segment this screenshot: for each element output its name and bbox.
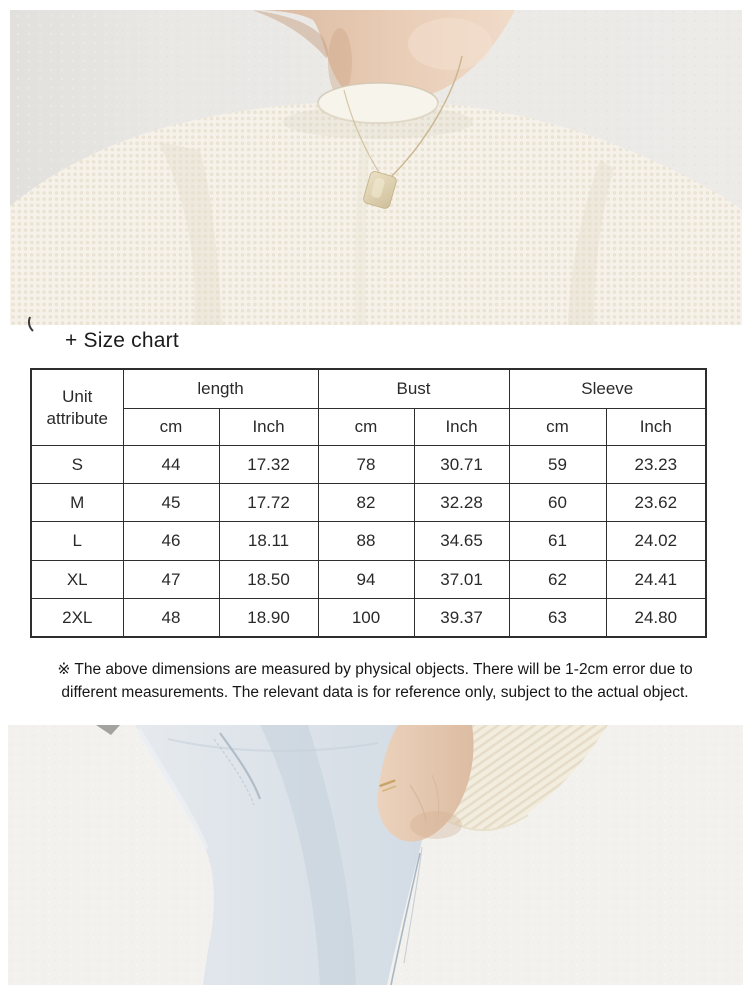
header-group-length: length: [123, 369, 318, 409]
cell: 34.65: [414, 522, 509, 560]
size-row-2xl: [31, 598, 706, 637]
header-unit-inch: Inch: [219, 409, 318, 446]
cell: 23.23: [606, 446, 706, 484]
cell: 18.11: [219, 522, 318, 560]
cell: 62: [509, 560, 606, 598]
cell: 32.28: [414, 484, 509, 522]
cell: 24.41: [606, 560, 706, 598]
sweater-photo-illustration: [10, 10, 742, 325]
cell: 18.50: [219, 560, 318, 598]
size-label: S: [31, 446, 123, 484]
cell: 59: [509, 446, 606, 484]
disclaimer-line-1: ※ The above dimensions are measured by physical objects. There will be 1-2cm error due to: [57, 661, 693, 678]
cell: 44: [123, 446, 219, 484]
header-group-sleeve: Sleeve: [509, 369, 706, 409]
header-unit-cm: cm: [123, 409, 219, 446]
disclaimer-line-2: different measurements. The relevant data is for reference only, subject to the actual object.: [61, 684, 689, 701]
header-unit-cm: cm: [509, 409, 606, 446]
size-row-xl: [31, 560, 706, 598]
cell: 60: [509, 484, 606, 522]
cell: 46: [123, 522, 219, 560]
cell: 88: [318, 522, 414, 560]
cell: 47: [123, 560, 219, 598]
jeans-photo-illustration: [8, 725, 743, 985]
cell: 100: [318, 598, 414, 637]
size-label: 2XL: [31, 598, 123, 637]
header-unit-attribute: Unit attribute: [31, 369, 123, 446]
cell: 61: [509, 522, 606, 560]
measurement-disclaimer: [25, 658, 725, 704]
size-chart-heading: + Size chart: [65, 329, 179, 352]
product-photo-top-sweater: [10, 10, 742, 325]
cell: 48: [123, 598, 219, 637]
size-chart-table: [30, 368, 707, 638]
cell: 78: [318, 446, 414, 484]
cell: 23.62: [606, 484, 706, 522]
cell: 39.37: [414, 598, 509, 637]
size-row-s: [31, 446, 706, 484]
size-label: L: [31, 522, 123, 560]
size-label: M: [31, 484, 123, 522]
stray-corner-mark: [25, 315, 39, 333]
header-unit-inch: Inch: [606, 409, 706, 446]
cell: 82: [318, 484, 414, 522]
cell: 17.72: [219, 484, 318, 522]
cell: 18.90: [219, 598, 318, 637]
size-row-l: [31, 522, 706, 560]
size-row-m: [31, 484, 706, 522]
header-unit-inch: Inch: [414, 409, 509, 446]
cell: 45: [123, 484, 219, 522]
header-unit-cm: cm: [318, 409, 414, 446]
product-photo-bottom-jeans: [8, 725, 743, 985]
cell: 37.01: [414, 560, 509, 598]
cell: 24.80: [606, 598, 706, 637]
header-group-bust: Bust: [318, 369, 509, 409]
cell: 63: [509, 598, 606, 637]
cell: 30.71: [414, 446, 509, 484]
cell: 94: [318, 560, 414, 598]
size-label: XL: [31, 560, 123, 598]
cell: 17.32: [219, 446, 318, 484]
cell: 24.02: [606, 522, 706, 560]
